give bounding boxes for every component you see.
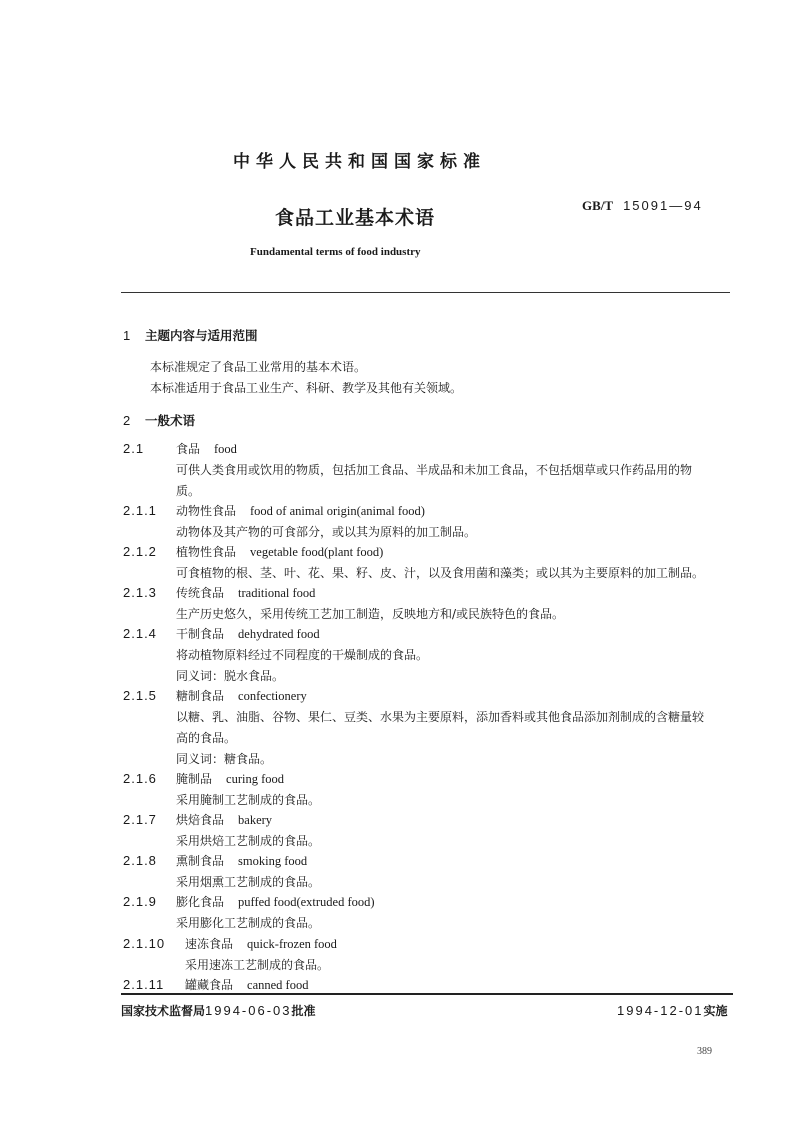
- section-1-paragraph-1: 本标准规定了食品工业常用的基本术语。: [150, 360, 367, 374]
- approval-suffix: 批准: [291, 1004, 316, 1018]
- term-definition: 生产历史悠久，采用传统工艺加工制造，反映地方和/或民族特色的食品。: [176, 607, 565, 621]
- term-en: confectionery: [238, 689, 307, 703]
- term-definition: 质。: [176, 484, 201, 498]
- term-number: 2.1.1: [123, 503, 157, 518]
- approving-authority: 国家技术监督局: [121, 1004, 206, 1018]
- section-title: 一般术语: [145, 413, 196, 428]
- term-cn: 腌制品: [176, 772, 213, 786]
- term-definition: 可食植物的根、茎、叶、花、果、籽、皮、汁，以及食用菌和藻类；或以其为主要原料的加工制品。: [176, 566, 705, 580]
- section-heading-1: [123, 326, 258, 344]
- term-definition: 高的食品。: [176, 731, 237, 745]
- term-number: 2.1.3: [123, 585, 157, 600]
- term-en: quick-frozen food: [247, 937, 337, 951]
- term-cn: 膨化食品: [176, 895, 225, 909]
- term-en: food of animal origin(animal food): [250, 504, 425, 518]
- national-standard-heading: 中华人民共和国国家标准: [233, 152, 486, 172]
- term-cn: 动物性食品: [176, 504, 237, 518]
- term-entry-2-1-9: [123, 893, 375, 910]
- document-title-cn: 食品工业基本术语: [275, 207, 436, 229]
- effective-info: [617, 1002, 728, 1019]
- term-entry-2-1-4: [123, 625, 320, 642]
- term-definition: 采用烘焙工艺制成的食品。: [176, 834, 321, 848]
- term-entry-2-1-11: [123, 976, 308, 993]
- term-definition: 采用速冻工艺制成的食品。: [185, 958, 330, 972]
- term-en: canned food: [247, 978, 309, 992]
- section-title: 主题内容与适用范围: [145, 328, 258, 343]
- section-heading-2: [123, 411, 195, 429]
- approval-info: [121, 1002, 316, 1019]
- term-definition: 采用腌制工艺制成的食品。: [176, 793, 321, 807]
- term-cn: 熏制食品: [176, 854, 225, 868]
- section-number: 2: [123, 413, 131, 428]
- approval-date: 1994-06-03: [205, 1003, 292, 1018]
- term-en: curing food: [226, 772, 284, 786]
- standard-number-value: 15091—94: [623, 198, 703, 213]
- effective-date: 1994-12-01: [617, 1003, 704, 1018]
- term-number: 2.1.11: [123, 977, 165, 992]
- term-number: 2.1.7: [123, 812, 157, 827]
- term-entry-2-1: [123, 440, 237, 457]
- document-title-en: Fundamental terms of food industry: [250, 246, 421, 258]
- term-en: food: [214, 442, 237, 456]
- term-synonym: 同义词：糖食品。: [176, 752, 273, 766]
- term-cn: 烘焙食品: [176, 813, 225, 827]
- term-definition: 可供人类食用或饮用的物质，包括加工食品、半成品和未加工食品，不包括烟草或只作药品用的物: [176, 463, 693, 477]
- term-en: vegetable food(plant food): [250, 545, 384, 559]
- term-entry-2-1-3: [123, 584, 315, 601]
- term-entry-2-1-1: [123, 502, 425, 519]
- term-en: bakery: [238, 813, 273, 827]
- effective-suffix: 实施: [703, 1004, 728, 1018]
- term-cn: 植物性食品: [176, 545, 237, 559]
- term-cn: 传统食品: [176, 586, 225, 600]
- term-definition: 采用烟熏工艺制成的食品。: [176, 875, 321, 889]
- term-number: 2.1.5: [123, 688, 157, 703]
- term-en: dehydrated food: [238, 627, 320, 641]
- term-en: puffed food(extruded food): [238, 895, 375, 909]
- term-cn: 食品: [176, 442, 201, 456]
- term-entry-2-1-8: [123, 852, 307, 869]
- term-definition: 动物体及其产物的可食部分，或以其为原料的加工制品。: [176, 525, 477, 539]
- term-number: 2.1.2: [123, 544, 157, 559]
- term-synonym: 同义词：脱水食品。: [176, 669, 285, 683]
- section-1-paragraph-2: 本标准适用于食品工业生产、科研、教学及其他有关领域。: [150, 381, 463, 395]
- section-number: 1: [123, 328, 131, 343]
- term-en: traditional food: [238, 586, 316, 600]
- term-cn: 速冻食品: [185, 937, 234, 951]
- term-entry-2-1-10: [123, 935, 337, 952]
- term-number: 2.1.9: [123, 894, 157, 909]
- term-cn: 糖制食品: [176, 689, 225, 703]
- term-number: 2.1.8: [123, 853, 157, 868]
- term-number: 2.1.4: [123, 626, 157, 641]
- term-definition: 采用膨化工艺制成的食品。: [176, 916, 321, 930]
- term-definition: 以糖、乳、油脂、谷物、果仁、豆类、水果为主要原料，添加香料或其他食品添加剂制成的含糖量较: [176, 710, 705, 724]
- footer-divider: [121, 993, 733, 995]
- term-en: smoking food: [238, 854, 308, 868]
- term-cn: 罐藏食品: [185, 978, 234, 992]
- term-entry-2-1-6: [123, 770, 284, 787]
- standard-code: GB/T: [582, 198, 614, 213]
- term-entry-2-1-2: [123, 543, 383, 560]
- page-number: 389: [697, 1046, 712, 1057]
- standard-number: [582, 198, 703, 214]
- term-definition: 将动植物原料经过不同程度的干燥制成的食品。: [176, 648, 429, 662]
- term-entry-2-1-7: [123, 811, 272, 828]
- term-entry-2-1-5: [123, 687, 307, 704]
- term-number: 2.1.6: [123, 771, 157, 786]
- term-cn: 干制食品: [176, 627, 225, 641]
- term-number: 2.1.10: [123, 936, 166, 951]
- header-divider: [121, 292, 730, 293]
- term-number: 2.1: [123, 441, 145, 456]
